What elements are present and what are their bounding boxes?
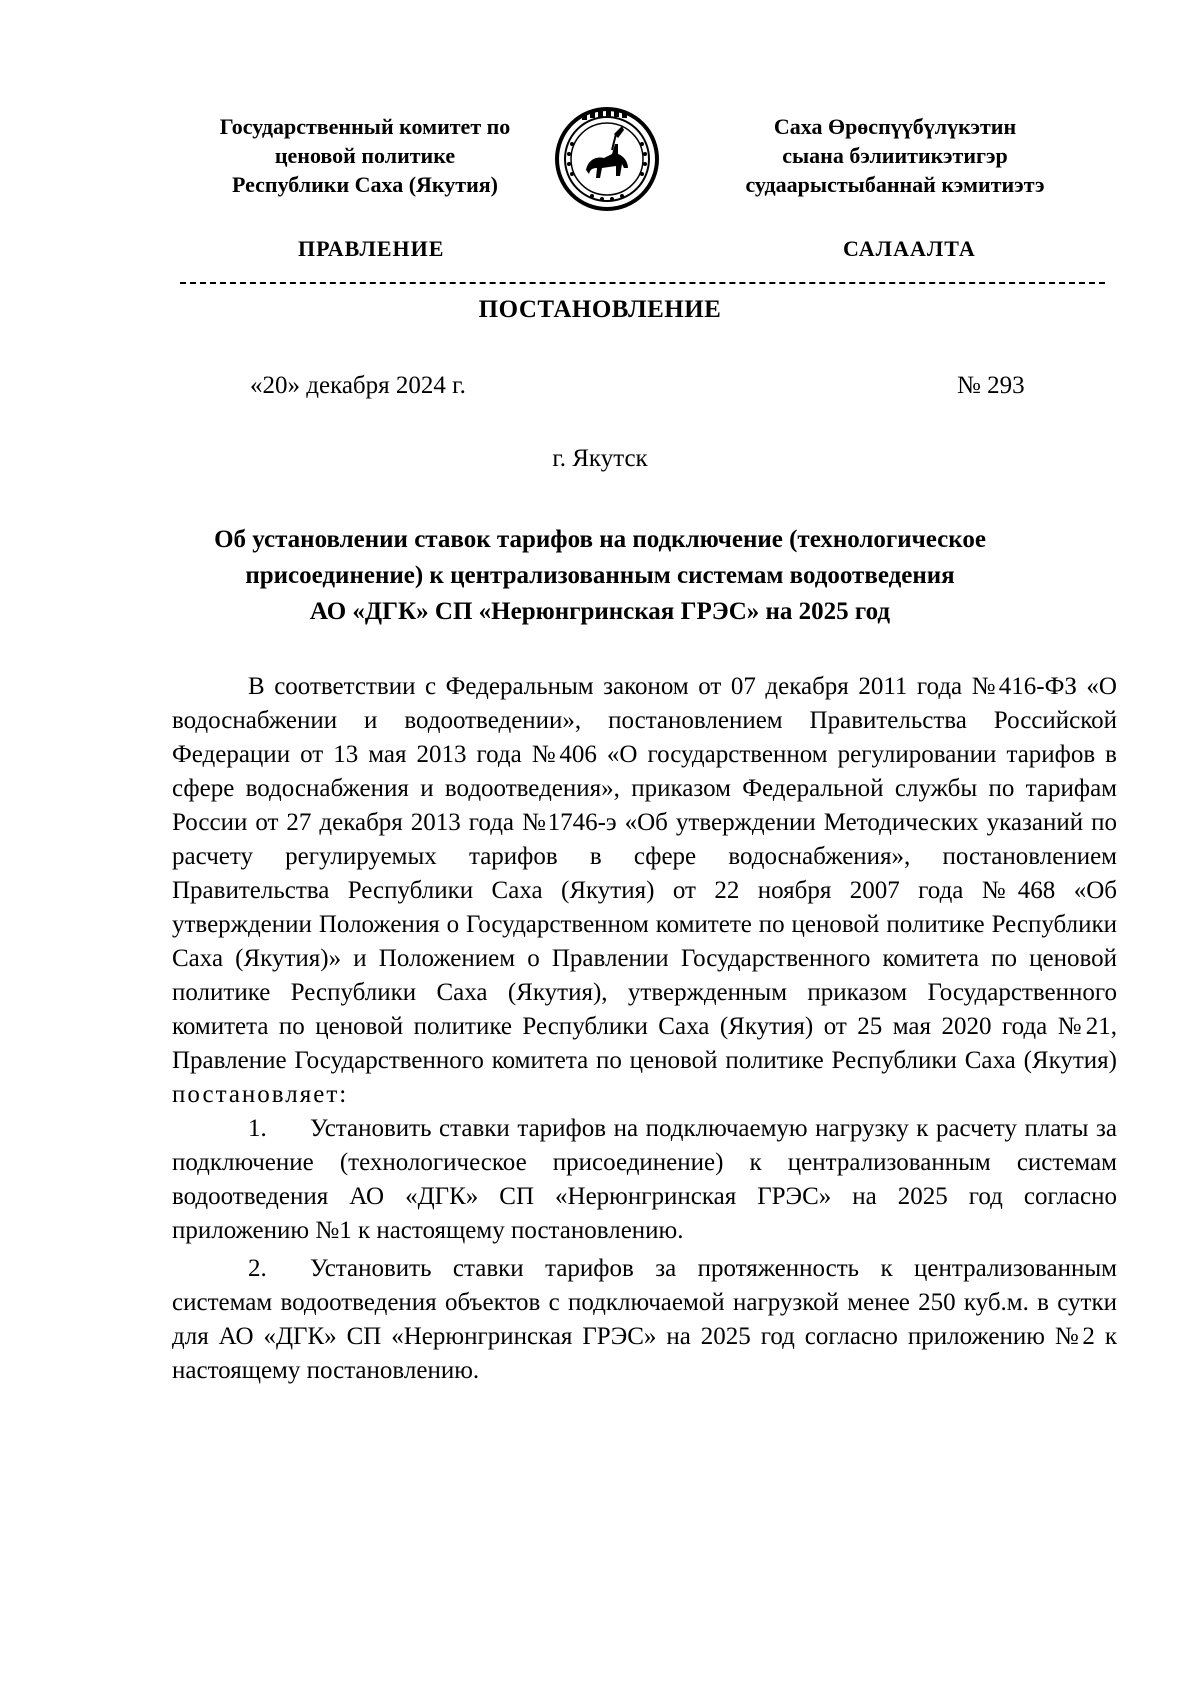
preamble-text: В соответствии с Федеральным законом от 07 декабря 2011 года №416-ФЗ «О водоснабжении и водоотведении», постановлением Правительства Российской Федерации от 13 мая 2013 года №406 «О государственном регулировании тарифов в сфере водоснабжения и водоотведения», приказом Федеральной службы по тарифам России от 27 декабря 2013 года №1746-э «Об утверждении Методических указаний по расчету регулируемых тарифов в сфере водоснабжения», постановлением Правительства Республики Саха (Якутия) от 22 ноября 2007 года №468 «Об утверждении Положения о Государственном комитете по ценовой политике Республики Саха (Якутия)» и Положением о Правлении Государственного комитета по ценовой политике Республики Саха (Якутия), утвержденным приказом Государственного комитета по ценовой политике Республики Саха (Якутия) от 25 мая 2020 года №21, Правление Государственного комитета по ценовой политике Республики Саха (Якутия) [172,673,1117,1074]
document-type: ПОСТАНОВЛЕНИЕ [478,296,722,323]
header-left-line: ценовой политике [274,143,456,168]
board-label-sah: САЛААЛТА [843,236,976,261]
resolution-item [172,1252,1117,1388]
header-right-line: Саха Өрөспүүбүлүкэтин [773,114,1017,139]
title-line: АО «ДГК» СП «Нерюнгринская ГРЭС» на 2025 год [309,598,891,625]
document-body [172,670,1117,1388]
header-right-line: сыана бэлиитикэтигэр [782,143,1008,168]
preamble-paragraph [172,670,1117,1112]
header-right-org-name [705,112,1085,199]
header-left-line: Республики Саха (Якутия) [231,172,499,197]
item-number: 2. [248,1255,267,1282]
resolution-item [172,1112,1117,1248]
item-text: Установить ставки тарифов на подключаемую нагрузку к расчету платы за подключение (технологическое присоединение) к централизованным системам водоотведения АО «ДГК» СП «Нерюнгринская ГРЭС» на 2025 год согласно приложению №1 к настоящему постановлению. [172,1115,1117,1244]
document-date: «20» декабря 2024 г. [250,372,466,399]
board-label-ru: ПРАВЛЕНИЕ [298,236,445,261]
document-title [150,522,1050,630]
header-left-org-name [175,112,555,199]
header-right-line: судаарыстыбаннай кэмитиэтэ [745,172,1045,197]
dashed-divider [180,282,1105,284]
resolves-word: постановляет: [172,1081,349,1108]
title-line: Об установлении ставок тарифов на подключение (технологическое [214,526,986,553]
coat-of-arms-emblem-icon [552,104,662,214]
title-line: присоединение) к централизованным системам водоотведения [245,562,955,589]
document-city: г. Якутск [552,445,648,472]
header-left-line: Государственный комитет по [219,114,511,139]
item-number: 1. [248,1115,267,1142]
document-number: № 293 [957,372,1025,399]
item-text: Установить ставки тарифов за протяженность к централизованным системам водоотведения объектов с подключаемой нагрузкой менее 250 куб.м. в сутки для АО «ДГК» СП «Нерюнгринская ГРЭС» на 2025 год согласно приложению №2 к настоящему постановлению. [172,1255,1117,1384]
